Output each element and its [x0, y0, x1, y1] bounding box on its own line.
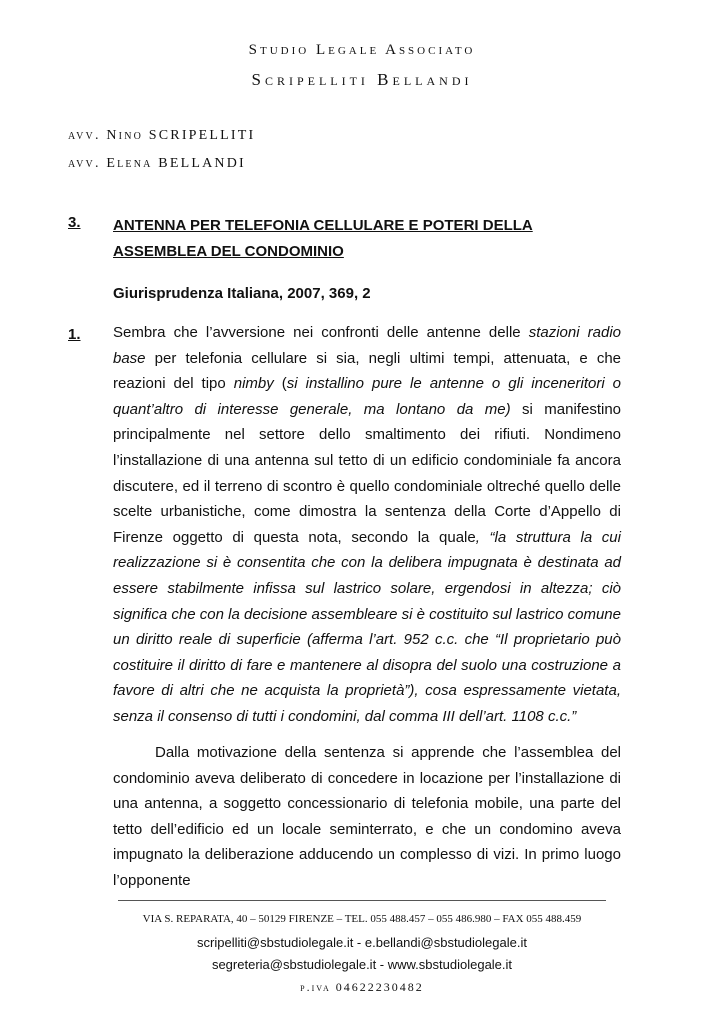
p1-text-g: si manifestino principalmente nel settore dello smaltimento dei rifiuti. Nondimeno l’installazione di una antenna sul tetto di un edificio condominiale fa ancora discutere, ed il terreno di scontro è quello condominiale oltreché quello delle scelte urbanistiche, come dimostra la sentenza della Corte d’Appello di Firenze oggetto di questa nota, secondo la quale [113, 400, 621, 546]
paragraph-1 [113, 320, 621, 730]
firm-partners: Scripelliti Bellandi [251, 70, 473, 89]
p1-text-e: ( [273, 375, 287, 393]
p1-italic-nimby: nimby [233, 375, 274, 393]
p1-italic-radio-base: stazioni radio base [113, 324, 621, 367]
lawyer-scripelliti: avv. Nino SCRIPELLITI [68, 128, 256, 143]
lawyer-bellandi: avv. Elena BELLANDI [68, 156, 246, 171]
p1-text-a: Sembra che l’avversione nei confronti delle antenne delle [113, 324, 529, 341]
p1-italic-nimby-explain: si installino pure le antenne o gli inceneritori o quant’altro di interesse generale, ma lontano da me) [113, 375, 622, 418]
paragraph-number: 1. [68, 326, 81, 343]
footer-divider [118, 900, 606, 901]
section-title: ANTENNA PER TELEFONIA CELLULARE E POTERI DELLA ASSEMBLEA DEL CONDOMINIO [113, 217, 533, 260]
footer-address: VIA S. REPARATA, 40 – 50129 FIRENZE – TEL. 055 488.457 – 055 486.980 – FAX 055 488.459 [142, 913, 582, 925]
p1-text-c: per telefonia cellulare si sia, negli ultimi tempi, attenuata, e che reazioni del tipo [113, 349, 621, 393]
firm-name: Studio Legale Associato [248, 42, 476, 58]
paragraph-2: Dalla motivazione della sentenza si apprende che l’assemblea del condominio aveva deliberato di concedere in locazione per l’installazione di una antenna, a soggetto concessionario di telefonia mobile, una parte del tetto dell’edificio ed un locale seminterrato, e che un condomino aveva impugnato la deliberazione adducendo un complesso di vizi. In primo luogo l’opponente [113, 744, 621, 889]
p1-italic-quote: , “la struttura la cui realizzazione si è consentita che con la delibera impugnata è destinata ad essere stabilmente infissa sul lastrico solare, ergendosi in altezza; ciò significa che con la decisione assembleare si è costituito sul lastrico comune un diritto reale di superficie (afferma l’art. 952 c.c. che “Il proprietario può costituire il diritto di fare e mantenere al disopra del suolo una costruzione a favore di altri che ne acquista la proprietà”), cosa espressamente vietata, senza il consenso di tutti i condomini, dal comma III dell’art. 1108 c.c.” [113, 528, 621, 725]
section-number: 3. [68, 214, 81, 231]
citation: Giurisprudenza Italiana, 2007, 369, 2 [113, 285, 371, 302]
footer-emails: scripelliti@sbstudiolegale.it - e.bellandi@sbstudiolegale.it [197, 935, 527, 950]
footer-piva: p.iva 04622230482 [300, 980, 424, 994]
footer-web: segreteria@sbstudiolegale.it - www.sbstudiolegale.it [211, 957, 513, 972]
